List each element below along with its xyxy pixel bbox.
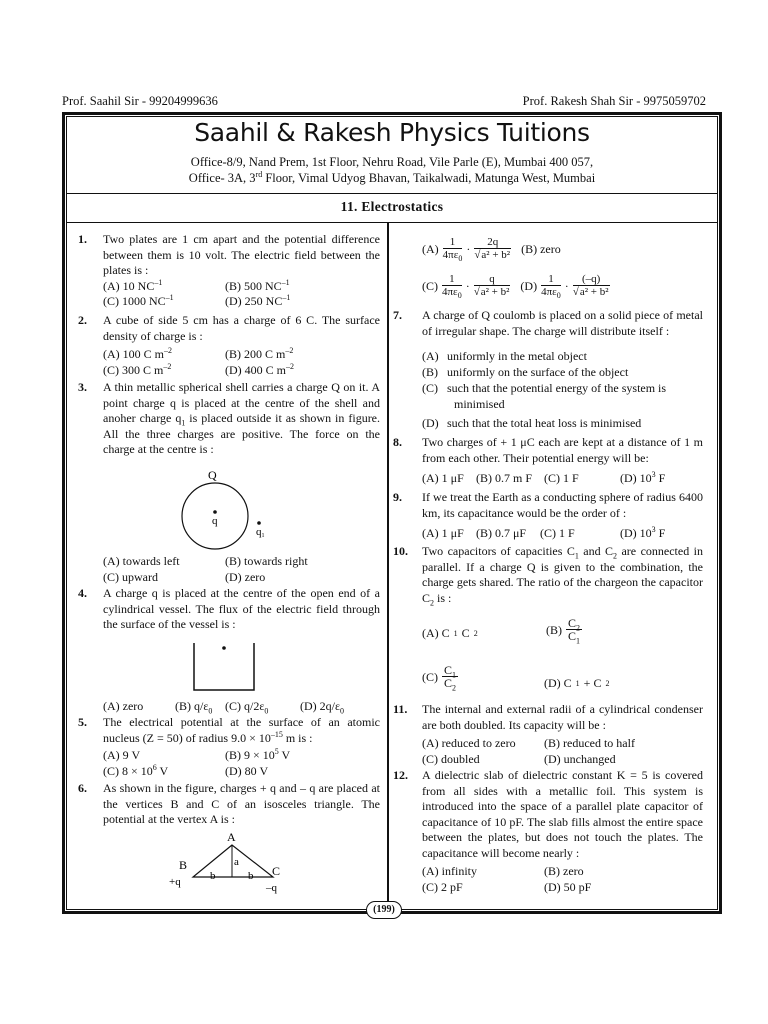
label-b-right: b — [248, 870, 254, 882]
option-a: (A) towards left — [103, 554, 180, 568]
q10-option-b: (B) $\frac{C_2}{C_1}$ — [546, 616, 581, 646]
option-b: (B) 0.7 μF — [476, 526, 527, 540]
option-c: (C) 1000 $NC^{-1}$ — [103, 293, 174, 308]
charge-dot — [222, 646, 226, 650]
question-text: As shown in the figure, charges + q and – q are placed at the vertices B and C of an isosceles triangle. The potential at the vertex A is : — [103, 781, 380, 826]
question-number: 8. — [393, 435, 402, 449]
question-text: A thin metallic spherical shell carries a charge Q on it. A point charge q is placed at the centre of the shell and anoher charge $q_1$ is placed outside it as shown in figure. All the three charges are positive. The force on the charge at the centre is : — [103, 380, 381, 456]
question-text: Two charges of + 1 μC each are kept at a distance of 1 m from each other. Their potential energy will be: — [422, 435, 703, 465]
label-q1: q1 — [256, 526, 265, 539]
option-b: (B) 500 $NC^{-1}$ — [225, 277, 290, 293]
question-1 — [78, 232, 380, 310]
option-d: (D) $2q/\varepsilon_0$ — [300, 699, 345, 716]
q6-option-c-row: (C) $\frac{1}{4\pi\varepsilon_0}$ · $\frac{q}{\text{√a² + b²}}$ (D) $\frac{1}{4\pi\varepsilon_0}$ · $\frac{(-q)}{\text{√a² + b²}}$ — [422, 273, 609, 301]
option-b: (B) 200 C $m^{-2}$ — [225, 346, 294, 361]
question-4 — [78, 586, 380, 633]
option-d: (D) 250 $NC^{-1}$ — [225, 293, 291, 308]
option-b: (B) zero — [544, 864, 584, 878]
vessel-outline — [194, 643, 254, 690]
option-a: (A) reduced to zero — [422, 736, 516, 750]
question-number: 1. — [78, 232, 87, 246]
address-line-2: Office- 3A, 3rd Floor, Vimal Udyog Bhavan, Taikalwadi, Matunga West, Mumbai — [188, 169, 596, 185]
option-c: (C) doubled — [422, 752, 480, 766]
option-d-label: (D) — [520, 278, 538, 293]
option-b-label: (B) zero — [521, 241, 561, 256]
option-a: (A) 100 C $m^{-2}$ — [103, 346, 172, 361]
label-A: A — [227, 830, 236, 844]
shell-figure — [170, 466, 280, 556]
label-q: q — [212, 515, 218, 527]
question-7-options — [393, 349, 703, 435]
question-text: A charge q is placed at the centre of the open end of a cylindrical vessel. The flux of the electric field through the surface of the vessel is : — [103, 586, 380, 631]
option-c: (C) 1 F — [540, 526, 575, 540]
option-b: uniformly on the surface of the object — [447, 365, 629, 379]
fraction-1-over-4pie0: $\frac{1}{4\pi\varepsilon_0}$ — [541, 273, 561, 301]
question-text: A charge of Q coulomb is placed on a solid piece of metal of irregular shape. The charge will distribute itself : — [422, 308, 703, 338]
question-number: 9. — [393, 490, 402, 504]
question-number: 10. — [393, 544, 408, 558]
fraction-1-over-4pie0: $\frac{1}{4\pi\varepsilon_0}$ — [442, 236, 463, 264]
question-text: A cube of side 5 cm has a charge of 6 C. The surface density of charge is : — [103, 313, 380, 343]
label-a: a — [234, 856, 239, 868]
option-a: (A) 10 $NC^{-1}$ — [103, 277, 163, 293]
question-3-options — [78, 554, 380, 586]
address-line-1: Office-8/9, Nand Prem, 1st Floor, Nehru Road, Vile Parle (E), Mumbai 400 057, — [190, 155, 594, 169]
option-a: (A) zero — [103, 699, 144, 713]
option-d: (D) 80 V — [225, 764, 269, 778]
question-2 — [78, 313, 380, 381]
question-8 — [393, 435, 703, 489]
option-c: (C) 1 F — [544, 471, 579, 485]
fraction-1-over-4pie0: $\frac{1}{4\pi\varepsilon_0}$ — [442, 273, 462, 301]
question-number: 3. — [78, 380, 87, 394]
question-4-options — [78, 699, 380, 715]
question-9 — [393, 490, 703, 544]
option-b: (B) reduced to half — [544, 736, 635, 750]
option-a-label: (A) — [422, 349, 439, 363]
option-d: (D) unchanged — [544, 752, 616, 766]
option-d: (D) $10^3$ F — [620, 525, 666, 540]
question-text: Two plates are 1 cm apart and the potential difference between them is 10 volt. The electric field between the plates is : — [103, 232, 380, 277]
question-text: Two capacitors of capacities $C_1$ and $C_2$ are connected in parallel. If a charge Q is given to the combination, the charge gets shared. The ratio of the chargeon the capacitor $C_2$ is : — [422, 544, 703, 607]
label-C: C — [272, 864, 281, 878]
question-text: If we treat the Earth as a conducting sphere of radius 6400 km, its capacitance would be the order of : — [422, 490, 703, 520]
header-left-contact: Prof. Saahil Sir - 99204999636 — [62, 94, 218, 108]
option-a: uniformly in the metal object — [447, 349, 587, 363]
question-number: 12. — [393, 768, 408, 782]
question-number: 5. — [78, 715, 87, 729]
option-d: (D) 50 pF — [544, 880, 592, 894]
question-7 — [393, 308, 703, 339]
question-text: A dielectric slab of dielectric constant K = 5 is covered from all sides with a metallic foil. This system is introduced into the space of a parallel plate capacitor of capacitance of 10 pF. The slab fills almost the entire space between the plates, but does not touch the plates. The capacitance will become nearly : — [422, 768, 703, 860]
question-3 — [78, 380, 380, 458]
question-5 — [78, 715, 380, 780]
q10-option-a: (A) C 1 C 2 — [422, 626, 478, 640]
option-d: (D) zero — [225, 569, 266, 584]
label-b-left: b — [210, 870, 216, 882]
option-c-line-1: such that the potential energy of the system is — [447, 381, 667, 395]
outside-charge-dot — [257, 521, 261, 525]
q6-option-a-row: (A) $\frac{1}{4\pi\varepsilon_0}$ · $\frac{2q}{\text{√a² + b²}}$ (B) zero — [422, 236, 561, 264]
fraction-2q-over-root: $\frac{2q}{\text{√a² + b²}}$ — [474, 236, 511, 261]
option-b: (B) towards right — [225, 554, 308, 568]
option-d-label: (D) — [422, 416, 439, 430]
option-b-label: (B) — [422, 365, 438, 379]
question-number: 4. — [78, 586, 87, 600]
label-minus-q: –q — [266, 882, 277, 894]
triangle-figure — [165, 829, 295, 895]
option-d: (D) 400 C $m^{-2}$ — [225, 362, 294, 377]
question-number: 7. — [393, 308, 402, 322]
column-divider — [387, 223, 389, 910]
option-c: (C) 2 pF — [422, 880, 463, 894]
option-c-label: (C) — [422, 278, 438, 293]
q10-option-d: (D) C 1 + C 2 — [544, 676, 610, 690]
option-d: (D) $10^3$ F — [620, 470, 666, 485]
option-c: (C) $q/2\varepsilon_0$ — [225, 699, 269, 716]
label-plus-q: +q — [169, 876, 181, 888]
label-B: B — [179, 858, 188, 872]
option-a: (A) infinity — [422, 864, 477, 878]
label-Q: Q — [208, 468, 217, 482]
question-number: 2. — [78, 313, 87, 327]
option-c: (C) $8 \times 10^6$ V — [103, 763, 169, 778]
question-11 — [393, 702, 703, 768]
option-a-label: (A) — [422, 241, 439, 256]
option-c-line-2: minimised — [454, 397, 505, 411]
option-a: (A) 1 μF — [422, 526, 464, 540]
option-c: (C) upward — [103, 569, 158, 584]
isosceles-triangle — [193, 845, 273, 877]
header-right-contact: Prof. Rakesh Shah Sir - 9975059702 — [522, 94, 706, 108]
question-12 — [393, 768, 703, 896]
fraction-minus-q-over-root: $\frac{(-q)}{\text{√a² + b²}}$ — [572, 273, 609, 298]
page-title: Saahil & Rakesh Physics Tuitions — [194, 118, 590, 147]
fraction-q-over-root: $\frac{q}{\text{√a² + b²}}$ — [473, 273, 510, 298]
option-b: (B) 0.7 m F — [476, 471, 533, 485]
q10-option-c: (C) $\frac{C_1}{C_2}$ — [422, 663, 457, 693]
centre-charge-dot — [213, 510, 217, 514]
question-text: The internal and external radii of a cylindrical condenser are both doubled. Its capacity will be : — [422, 702, 703, 732]
option-c-label: (C) — [422, 381, 438, 395]
question-10 — [393, 544, 703, 606]
question-6 — [78, 781, 380, 828]
page-number: (199) — [366, 901, 402, 919]
question-text: The electrical potential at the surface of an atomic nucleus (Z = 50) of radius $9.0 \times 10^{-15}$ m is : — [103, 715, 380, 745]
option-a: (A) 1 μF — [422, 471, 464, 485]
option-b: (B) $q/\varepsilon_0$ — [175, 699, 213, 716]
question-number: 11. — [393, 702, 408, 716]
question-number: 6. — [78, 781, 87, 795]
option-c: (C) 300 C $m^{-2}$ — [103, 362, 172, 377]
option-a: (A) 9 V — [103, 748, 141, 762]
cylindrical-vessel-figure — [186, 640, 266, 696]
option-d: such that the total heat loss is minimised — [447, 416, 642, 430]
chapter-title: 11. Electrostatics — [340, 199, 444, 214]
option-b: (B) $9 \times 10^5$ V — [225, 747, 291, 762]
